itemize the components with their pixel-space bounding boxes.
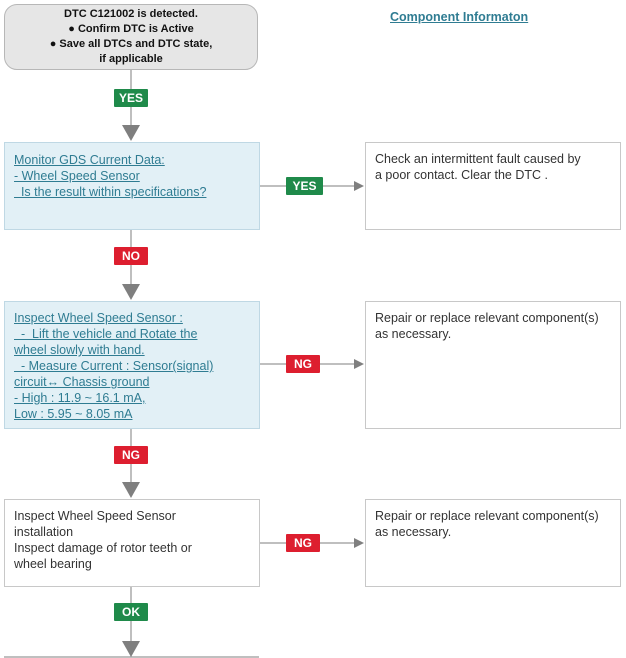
step3-line-2: installation (14, 525, 74, 539)
start-box (4, 4, 258, 70)
start-line-4: if applicable (99, 53, 163, 65)
start-line-3: ● Save all DTCs and DTC state, (49, 38, 213, 50)
yes-badge-top: YES (114, 89, 148, 107)
step2-line-6[interactable]: - High : 11.9 ~ 16.1 mA, (14, 391, 146, 405)
ng-badge-mid: NG (114, 446, 148, 464)
step2-line-7[interactable]: Low : 5.95 ~ 8.05 mA (14, 407, 133, 421)
step1-line-2[interactable]: - Wheel Speed Sensor (14, 169, 140, 183)
yes-badge-side: YES (286, 177, 323, 195)
step3-inspect-box (4, 499, 260, 587)
step2-line-3[interactable]: wheel slowly with hand. (14, 343, 145, 357)
step3-line-3: Inspect damage of rotor teeth or (14, 541, 192, 555)
result1-line-2: a poor contact. Clear the DTC . (375, 168, 548, 182)
start-line-1: DTC C121002 is detected. (64, 8, 198, 20)
result3-line-2: as necessary. (375, 525, 452, 539)
step2-line-5[interactable]: circuit↔ Chassis ground (14, 375, 150, 389)
step3-line-4: wheel bearing (14, 557, 92, 571)
step2-inspect-box (4, 301, 260, 429)
step2-line-4[interactable]: - Measure Current : Sensor(signal) (14, 359, 214, 373)
result2-line-2: as necessary. (375, 327, 452, 341)
component-information-link[interactable]: Component Informaton (390, 10, 529, 24)
step3-line-1: Inspect Wheel Speed Sensor (14, 509, 176, 523)
ng-badge-side-1: NG (286, 355, 320, 373)
result2-line-1: Repair or replace relevant component(s) (375, 311, 599, 325)
step2-line-1[interactable]: Inspect Wheel Speed Sensor : (14, 311, 183, 325)
result1-box (365, 142, 621, 230)
no-badge: NO (114, 247, 148, 265)
ok-badge: OK (114, 603, 148, 621)
step1-line-3[interactable]: Is the result within specifications? (14, 185, 207, 199)
step1-line-1[interactable]: Monitor GDS Current Data: (14, 153, 165, 167)
start-line-2: ● Confirm DTC is Active (68, 23, 194, 35)
step1-monitor-box (4, 142, 260, 230)
ng-badge-side-2: NG (286, 534, 320, 552)
step2-line-2[interactable]: - Lift the vehicle and Rotate the (14, 327, 198, 341)
result3-line-1: Repair or replace relevant component(s) (375, 509, 599, 523)
result3-box (365, 499, 621, 587)
result2-box (365, 301, 621, 429)
result1-line-1: Check an intermittent fault caused by (375, 152, 581, 166)
